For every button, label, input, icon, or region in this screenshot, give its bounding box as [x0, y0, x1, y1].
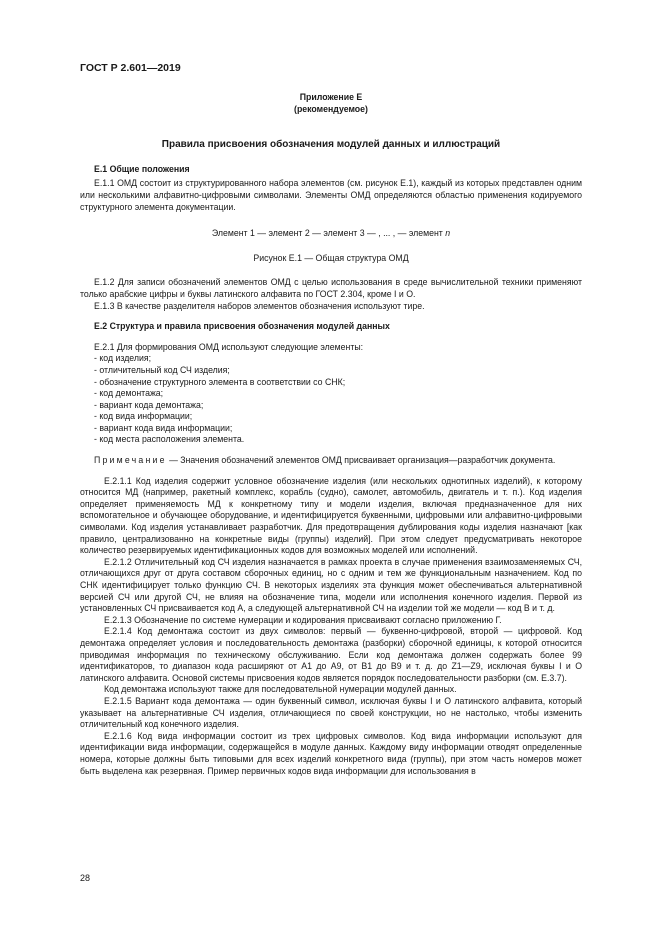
elements-list	[80, 353, 582, 446]
list-item: - отличительный код СЧ изделия;	[94, 364, 230, 375]
paragraph-e2-1-5: Е.2.1.5 Вариант кода демонтажа — один буквенный символ, исключая буквы I и О латинского алфавита, который указывает на альтернативные СЧ изделия, отличающиеся по своей конструкции, но не настолько, чтобы изменить отличительный код конечного изделия.	[80, 695, 582, 730]
list-item: - код демонтажа;	[94, 388, 164, 399]
appendix-title: Приложение Е	[299, 92, 363, 102]
paragraph-e2-1-3: Е.2.1.3 Обозначение по системе нумерации и кодирования присваивают согласно приложению Г.	[104, 614, 502, 625]
paragraph-e2-1-2: Е.2.1.2 Отличительный код СЧ изделия назначается в рамках проекта в случае применения взаимозаменяемых СЧ, отличающихся друг от друга составом сборочных единиц, но с одним и тем же функциональным назначением. Код по СНК идентифицирует только функцию СЧ. В некоторых изделиях эта функция может обеспечиваться альтернативной версией СЧ или другой СЧ, не влияя на обозначение типа, модели или исполнения конечного изделия. Первой из установленных СЧ присваивается код А, а следующей альтернативной СЧ на изделии той же модели — код В и т. д.	[80, 556, 582, 614]
note-text: — Значения обозначений элементов ОМД присваивает организация—разработчик документа.	[166, 455, 556, 466]
list-item: - вариант кода вида информации;	[94, 422, 233, 433]
list-item: - код вида информации;	[94, 411, 193, 422]
paragraph-e1-3: Е.1.3 В качестве разделителя наборов элементов обозначения используют тире.	[94, 300, 425, 311]
structure-formula	[80, 228, 582, 240]
paragraph-e2-1: Е.2.1 Для формирования ОМД используют следующие элементы:	[94, 341, 364, 352]
main-title: Правила присвоения обозначения модулей данных и иллюстраций	[161, 139, 501, 151]
page-number: 28	[80, 873, 91, 883]
variable-n: n	[445, 228, 451, 239]
paragraph-e2-1-6: Е.2.1.6 Код вида информации состоит из трех цифровых символов. Код вида информации используют для идентификации вида информации, содержащейся в модуле данных. Каждому виду информации отводят определенные номера, которые должны быть типовыми для всех изделий конкретного вида (группы), при этом часть номеров может быть выделена как резервная. Пример первичных кодов вида информации для использования в	[80, 730, 582, 776]
section-e2-heading: Е.2 Структура и правила присвоения обозначения модулей данных	[94, 321, 390, 332]
paragraph-e2-1-1: Е.2.1.1 Код изделия содержит условное обозначение изделия (или нескольких однотипных изделий), к которому относится МД (например, ракетный комплекс, корабль (судно), самолет, автомобиль, двигатель и т. п.). Код изделия определяет применяемость МД к конкретному типу и модели изделия, включая предназначенное для них вспомогательное и обучающее оборудование, и идентифицируется буквенными, цифровыми или алфавитно-цифровыми символами. Код изделия устанавливает разработчик. Для предотвращения дублирования коды изделия назначают [как правило, централизованно на конкретные виды (группы) изделий]. При этом следует предусматривать некоторое количество резервируемых идентификационных кодов для возможных моделей или исполнений.	[80, 475, 582, 556]
paragraph-e1-1: Е.1.1 ОМД состоит из структурированного набора элементов (см. рисунок Е.1), каждый из которых представлен одним или несколькими алфавитно-цифровыми символами. Элементы ОМД определяются областью применения кодируемого структурного элемента документации.	[80, 178, 582, 212]
appendix-subtitle: (рекомендуемое)	[294, 103, 368, 114]
list-item: - обозначение структурного элемента в соответствии со СНК;	[94, 376, 346, 387]
page-content	[80, 92, 582, 777]
paragraph-e2-1-4: Е.2.1.4 Код демонтажа состоит из двух символов: первый — буквенно-цифровой, второй — цифровой. Код демонтажа определяет условия и последовательность демонтажа (разборки) сборочной единицы, к которой относится приводимая информация по техническому обслуживанию. Если код демонтажа должен содержать более 99 идентификаторов, то диапазон кода расширяют от А1 до А9, от В1 до В9 и т. д. до Z1—Z9, исключая буквы I и О латинского алфавита. Основой системы присвоения кодов является порядок последовательности разборки (см. Е.3.7).	[80, 626, 582, 683]
paragraph-e2-1-4-continued: Код демонтажа используют также для последовательной нумерации модулей данных.	[104, 684, 457, 695]
structure-formula-text: Элемент 1 — элемент 2 — элемент 3 — , ... , — элемент n	[211, 228, 451, 239]
standard-header: ГОСТ Р 2.601—2019	[80, 62, 181, 74]
list-item: - код места расположения элемента.	[94, 434, 245, 445]
note	[80, 455, 582, 467]
section-e1-heading: Е.1 Общие положения	[94, 163, 190, 174]
list-item: - код изделия;	[94, 353, 152, 364]
paragraph-e1-2: Е.1.2 Для записи обозначений элементов ОМД с целью использования в среде вычислительной техники применяют только арабские цифры и буквы латинского алфавита по ГОСТ 2.304, кроме I и О.	[80, 277, 582, 299]
figure-caption: Рисунок Е.1 — Общая структура ОМД	[253, 252, 409, 263]
list-item: - вариант кода демонтажа;	[94, 399, 204, 410]
note-label: Примечание	[94, 455, 167, 466]
